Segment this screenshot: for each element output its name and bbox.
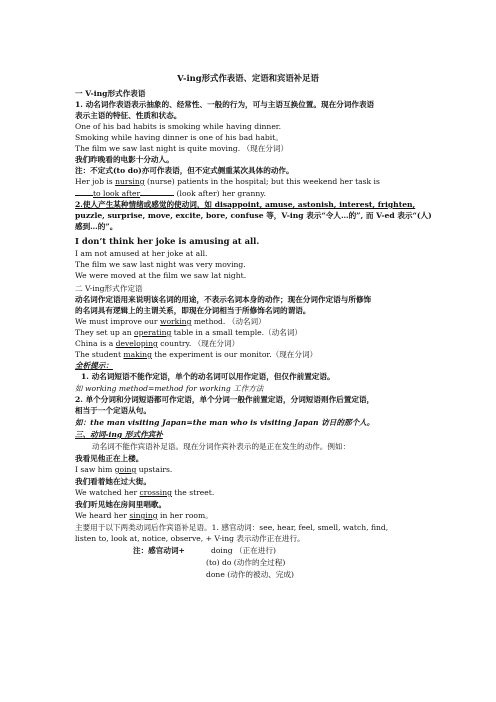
s3-main-line1: 主要用于以下两类动词后作宾语补足语。1. 感官动词：see, hear, feel, smell, watch, find, bbox=[75, 523, 389, 532]
s3-en-2 bbox=[75, 488, 214, 498]
s1-example-7: The film we saw last night was very moving. bbox=[75, 260, 246, 269]
section-2-heading: 二 V-ing形式作定语 bbox=[75, 284, 143, 293]
s1-example-1: One of his bad habits is smoking while having dinner. bbox=[75, 122, 282, 131]
s2-example-3 bbox=[75, 339, 239, 349]
s3-rule-to-do: (to) do (动作的全过程) bbox=[206, 558, 286, 567]
s2-tip-1: 1. 动名词短语不能作定语，单个的动名词可以用作定语，但仅作前置定语。 bbox=[81, 372, 335, 381]
exercise-text: (nurse) patients in the hospital; but this weekend her task is bbox=[144, 177, 380, 186]
s1-point1-line1: 1. 动名词作表语表示抽象的、经常性、一般的行为，可与主语互换位置。现在分词作表语 bbox=[75, 100, 375, 109]
fill-blank bbox=[75, 188, 93, 196]
example-highlight: singing bbox=[129, 511, 158, 520]
fill-blank bbox=[140, 188, 174, 196]
example-text: the experiment is our monitor.（现在分词） bbox=[151, 350, 318, 359]
s3-zh-1: 我看见他正在上楼。 bbox=[75, 454, 144, 463]
example-text: We watched her bbox=[75, 488, 140, 497]
s1-point1-line2: 表示主语的特征、性质和状态。 bbox=[75, 111, 182, 120]
example-highlight: making bbox=[123, 350, 152, 359]
s1-example-2: Smoking while having dinner is one of his bad habit。 bbox=[75, 133, 283, 142]
section-1-heading: 一 V-ing形式作表语 bbox=[75, 89, 146, 98]
s1-example-5: I don’t think her joke is amusing at all. bbox=[75, 236, 260, 246]
example-text: method. （动名词） bbox=[191, 317, 266, 326]
s1-note: 注：不定式(to do)亦可作表语，但不定式侧重某次具体的动作。 bbox=[75, 166, 294, 175]
s3-rule-done: done (动作的被动、完成) bbox=[206, 570, 294, 579]
s1-point2-line2: puzzle, surprise, move, excite, bore, confuse 等，V-ing 表示“令人…的”, 而 V-ed 表示“(人) bbox=[75, 211, 432, 220]
s2-para-line2: 的名词具有逻辑上的主谓关系，即现在分词相当于所修饰名词的谓语。 bbox=[75, 306, 311, 315]
s1-exercise-line1 bbox=[75, 177, 380, 187]
exercise-answer-look-after: to look after bbox=[93, 189, 141, 198]
s2-tip-1-example: 如 working method=method for working 工作方法 bbox=[75, 384, 264, 393]
s1-example-8: We were moved at the film we saw lat night. bbox=[75, 271, 247, 280]
example-highlight: operating bbox=[134, 328, 172, 337]
example-text: country. （现在分词） bbox=[157, 339, 240, 348]
s2-example-1 bbox=[75, 317, 266, 327]
exercise-text: Her job is bbox=[75, 177, 116, 186]
s3-rule-doing: doing （正在进行) bbox=[211, 546, 276, 555]
s1-point2-line3: 感到…的”。 bbox=[75, 222, 118, 231]
s3-en-1 bbox=[75, 465, 172, 475]
example-text: We heard her bbox=[75, 511, 130, 520]
s1-example-3: The film we saw last night is quite moving. （现在分词） bbox=[75, 144, 289, 153]
example-text: China is a bbox=[75, 339, 116, 348]
s3-en-3 bbox=[75, 511, 213, 521]
example-text: table in a small temple.（动名词） bbox=[171, 328, 303, 337]
example-highlight: crossing bbox=[139, 488, 172, 497]
s3-zh-3: 我们听见她在房间里唱歌。 bbox=[75, 500, 167, 509]
s3-intro: 动名词不能作宾语补足语。现在分词作宾补表示的是正在发生的动作。例如： bbox=[92, 442, 351, 451]
s2-tip-2-example: 如：the man visiting Japan=the man who is visiting Japan 访日的那个人。 bbox=[75, 418, 375, 427]
exercise-answer-nursing: nursing bbox=[115, 177, 145, 186]
s1-example-4: 我们昨晚看的电影十分动人。 bbox=[75, 155, 174, 164]
section-3-heading: 三、动词-ing 形式作宾补 bbox=[75, 430, 163, 439]
s3-rule-label: 注：感官动词+ bbox=[133, 546, 185, 555]
s2-tip-2-line2: 相当于一个定语从句。 bbox=[75, 406, 151, 415]
s1-example-6: I am not amused at her joke at all. bbox=[75, 249, 208, 258]
s2-tip-2-line1: 2. 单个分词和分词短语都可作定语，单个分词一般作前置定语，分词短语则作后置定语， bbox=[75, 395, 375, 404]
s2-example-2 bbox=[75, 328, 302, 338]
example-highlight: working bbox=[159, 317, 192, 326]
example-text: We must improve our bbox=[75, 317, 160, 326]
s3-main-line2: listen to, look at, notice, observe, + V-ing 表示动作正在进行。 bbox=[75, 534, 305, 543]
example-text: The student bbox=[75, 350, 124, 359]
s2-tip-label: 全析提示： bbox=[75, 361, 113, 370]
example-text: They set up an bbox=[75, 328, 135, 337]
example-highlight: going bbox=[114, 465, 137, 474]
exercise-text: (look after) her granny. bbox=[174, 189, 266, 198]
s2-example-4 bbox=[75, 350, 317, 360]
s1-exercise-line2 bbox=[75, 188, 266, 199]
example-text: I saw him bbox=[75, 465, 115, 474]
page-title: V-ing形式作表语、定语和宾语补足语 bbox=[177, 73, 319, 83]
s1-point2-line1 bbox=[75, 200, 415, 210]
s3-zh-2: 我们看着她在过大街。 bbox=[75, 477, 151, 486]
example-text: the street. bbox=[171, 488, 215, 497]
s1-point2-text: 2.使人产生某种情绪或感觉的使动词，如 disappoint, amuse, astonish, interest, frighten, bbox=[75, 200, 416, 209]
example-text: upstairs. bbox=[136, 465, 173, 474]
s2-para-line1: 动名词作定语用来说明该名词的用途，不表示名词本身的动作；现在分词作定语与所修饰 bbox=[75, 295, 372, 304]
example-highlight: developing bbox=[115, 339, 158, 348]
example-text: in her room。 bbox=[157, 511, 213, 520]
